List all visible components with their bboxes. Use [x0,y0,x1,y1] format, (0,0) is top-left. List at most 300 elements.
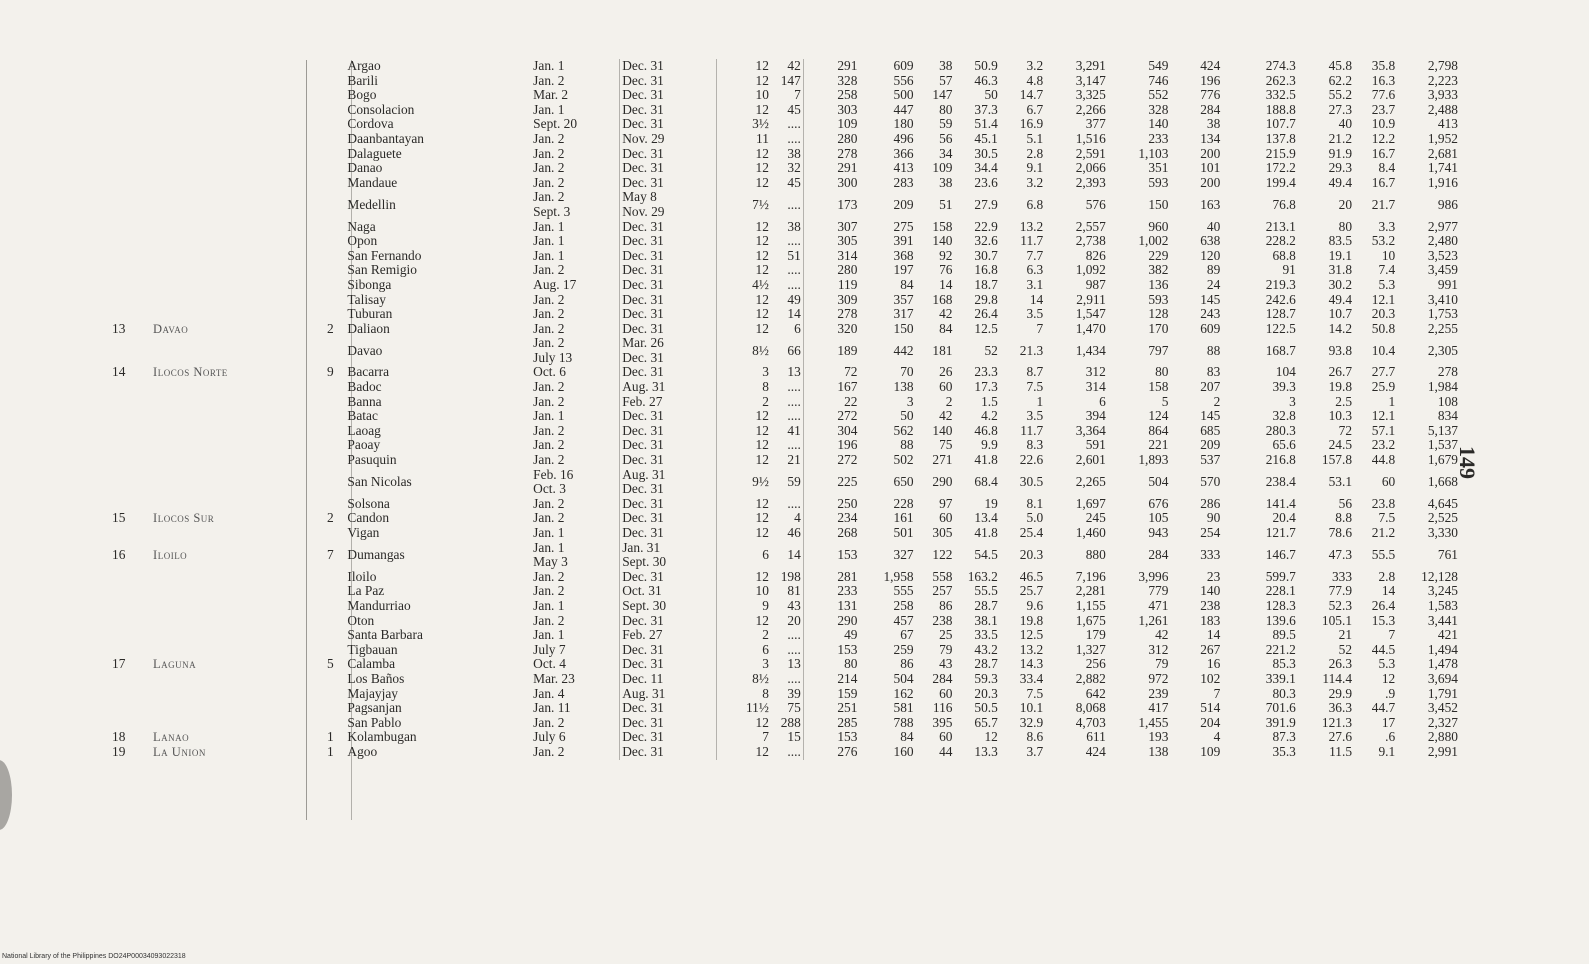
col-12: 27.7 [1371,365,1396,380]
col-6: 10.1 [1019,701,1044,716]
col-7: 2,591 [1075,146,1106,161]
months: 7 [717,730,771,745]
col-3: 504 [893,671,914,686]
col-8: 1,893 [1138,453,1169,468]
table-row [110,103,1460,118]
col-1: 13 [787,365,801,380]
months: 8 [717,687,771,702]
municipality-count [315,88,345,103]
col-4: 60 [939,686,953,701]
col-11: 55.2 [1328,88,1353,103]
province-name [151,453,315,468]
municipality-count [315,395,345,410]
date-from-line: Jan. 2 [533,380,565,395]
months: 12 [717,570,771,585]
col-11: 21 [1338,628,1353,643]
col-12: 44.8 [1371,453,1396,468]
col-3: 88 [900,438,914,453]
date-to-line: Dec. 31 [622,526,664,540]
date-from [531,278,620,293]
col-7: 7,196 [1075,569,1106,584]
date-from [531,263,620,278]
col-8: 158 [1148,380,1169,395]
col-6: 13.2 [1019,219,1044,234]
table-row [110,614,1460,629]
date-to [620,409,717,424]
col-4: 158 [932,219,953,234]
col-7: 3,291 [1075,59,1106,73]
municipality-count [315,103,345,118]
date-to [620,438,717,453]
col-12: 5.3 [1378,657,1396,672]
table-row [110,599,1460,614]
col-2: 225 [803,468,859,497]
date-to [620,88,717,103]
col-4: 25 [939,628,953,643]
col-7: 6 [1099,394,1106,409]
col-12: 21.2 [1371,526,1396,540]
col-2: 281 [803,570,859,585]
col-8: 170 [1148,321,1169,336]
col-10: 221.2 [1265,642,1296,657]
col-13: 1,679 [1427,453,1458,468]
col-9: 145 [1200,292,1221,307]
date-from [531,220,620,235]
col-10: 32.8 [1272,409,1296,424]
municipality-name: Kolambugan [347,730,417,745]
date-to [620,511,717,526]
col-2: 305 [803,234,859,249]
col-4: 305 [932,526,953,540]
municipality-name: Calamba [347,657,396,672]
col-9: 83 [1206,365,1221,380]
col-11: 78.6 [1328,526,1353,540]
col-1: .... [787,744,801,759]
date-to [620,424,717,439]
col-6: 12.5 [1019,628,1044,643]
province-name [151,409,315,424]
province-name [151,336,315,365]
municipality-count [315,628,345,643]
table-row [110,88,1460,103]
row-number [110,147,151,162]
col-4: 60 [939,511,953,526]
months: 10 [717,584,771,599]
months: 8½ [717,336,771,365]
date-to-line: Dec. 31 [622,715,664,730]
date-from [531,190,620,219]
col-6: 25.7 [1019,584,1044,599]
province-name [151,438,315,453]
date-from-line: July 6 [533,730,566,745]
municipality-name: Cordova [347,117,394,132]
col-13: 991 [1437,277,1458,292]
statistics-table [110,59,1460,760]
col-12: 23.7 [1371,102,1396,117]
date-from-line: Mar. 2 [533,88,569,103]
date-to [620,74,717,89]
col-4: 122 [932,546,953,562]
col-12: 20.3 [1371,307,1396,322]
col-1: .... [787,196,801,212]
col-11: 91.9 [1328,146,1353,161]
table-row [110,453,1460,468]
col-3: 357 [893,292,914,307]
months: 8 [717,380,771,395]
col-10: 188.8 [1265,102,1296,117]
col-2: 153 [803,643,859,658]
col-6: 3.1 [1026,277,1044,292]
col-1: 41 [787,423,801,438]
date-to-line: Dec. 31 [622,496,664,511]
col-12: .9 [1385,686,1396,701]
col-4: 42 [939,307,953,322]
col-10: 76.8 [1272,196,1296,212]
date-to [620,132,717,147]
municipality-count [315,599,345,614]
col-10: 68.8 [1272,248,1296,263]
col-12: 12.1 [1371,292,1396,307]
col-10: 599.7 [1265,569,1296,584]
col-3: 366 [893,146,914,161]
col-13: 12,128 [1421,569,1458,584]
col-11: 10.7 [1328,307,1353,322]
date-to-line: Dec. 31 [622,277,664,292]
col-8: 972 [1148,671,1169,686]
municipality-name: San Pablo [347,715,402,730]
col-2: 278 [803,147,859,162]
municipality-name: Danao [347,161,383,176]
col-7: 2,601 [1075,453,1106,468]
date-to-line: Feb. 27 [622,628,663,643]
table-row [110,526,1460,541]
col-6: 13.2 [1019,642,1044,657]
col-6: 1 [1036,394,1044,409]
province-name [151,234,315,249]
col-3: 160 [893,744,914,759]
col-3: 209 [893,196,914,212]
date-from [531,365,620,380]
municipality-count [315,132,345,147]
municipality-count [315,59,345,74]
col-11: 56 [1338,496,1353,511]
province-name [151,672,315,687]
col-8: 549 [1148,59,1169,73]
date-from-line: Jan. 2 [533,511,565,526]
municipality-count: 2 [326,511,334,526]
date-to [620,643,717,658]
date-to [620,220,717,235]
municipality-count [315,220,345,235]
col-11: 26.3 [1328,657,1353,672]
col-6: 3.7 [1026,744,1044,759]
province-name [151,249,315,264]
col-10: 65.6 [1272,438,1296,453]
col-7: 1,516 [1075,131,1106,146]
date-to-line: Dec. 31 [622,453,664,468]
col-12: 7.5 [1378,511,1396,526]
col-11: 30.2 [1328,277,1353,292]
months: 11½ [717,701,771,716]
months: 12 [717,263,771,278]
col-4: 80 [939,102,953,117]
col-1: 49 [787,292,801,307]
date-to-line: Dec. 31 [622,161,664,176]
province-name [151,643,315,658]
date-from-line: Jan. 2 [533,423,565,438]
col-9: 40 [1206,219,1221,234]
date-to [620,322,717,337]
date-from [531,584,620,599]
col-10: 213.1 [1265,219,1296,234]
col-9: 424 [1200,59,1221,73]
date-to [620,541,717,570]
col-13: 986 [1437,196,1458,212]
municipality-count [315,293,345,308]
col-13: 3,245 [1427,584,1458,599]
row-number [110,716,151,731]
col-4: 56 [939,131,953,146]
col-7: 576 [1085,196,1106,212]
date-from-line: Jan. 2 [533,394,565,409]
municipality-name: Paoay [347,438,381,453]
row-number [110,526,151,541]
col-3: 317 [893,307,914,322]
date-to [620,380,717,395]
col-13: 3,523 [1427,248,1458,263]
table-row [110,511,1460,526]
col-12: 17 [1381,715,1396,730]
col-3: 562 [893,423,914,438]
row-number [110,599,151,614]
date-to [620,103,717,118]
col-8: 312 [1148,642,1169,657]
col-3: 555 [893,584,914,599]
municipality-name: Tigbauan [347,642,398,657]
col-2: 80 [803,657,859,672]
municipality-count: 1 [326,744,334,759]
col-6: 8.1 [1026,496,1044,511]
date-from-line: Jan. 2 [533,584,565,599]
col-9: 109 [1200,744,1221,759]
months: 2 [717,628,771,643]
col-5: 29.8 [974,292,998,307]
col-10: 85.3 [1272,657,1296,672]
col-9: 200 [1200,146,1221,161]
date-to-line: Sept. 30 [622,598,667,613]
col-3: 84 [900,730,914,745]
col-13: 1,952 [1427,131,1458,146]
date-to [620,117,717,132]
col-2: 303 [803,103,859,118]
col-10: 128.3 [1265,598,1296,613]
col-11: 29.9 [1328,686,1353,701]
province-name [151,687,315,702]
col-3: 138 [893,380,914,395]
months: 3 [717,365,771,380]
col-5: 33.5 [974,628,998,643]
months: 12 [717,438,771,453]
municipality-name: Pagsanjan [347,701,402,716]
col-11: 157.8 [1321,453,1353,468]
date-from [531,59,620,74]
col-10: 238.4 [1265,473,1296,489]
col-2: 328 [803,74,859,89]
table-row [110,132,1460,147]
col-10: 339.1 [1265,671,1296,686]
col-6: 3.2 [1026,59,1044,73]
table-row [110,541,1460,570]
col-10: 216.8 [1265,453,1296,468]
municipality-name: San Remigio [347,263,417,278]
col-10: 91 [1282,263,1296,278]
col-11: 27.3 [1328,102,1353,117]
province-name [151,220,315,235]
col-13: 2,327 [1427,715,1458,730]
municipality-name: Daanbantayan [347,131,425,146]
table-row [110,628,1460,643]
province-name: Lanao [153,730,190,745]
col-10: 215.9 [1265,146,1296,161]
col-6: 14 [1029,292,1044,307]
province-name [151,468,315,497]
page-number: 149 [1455,446,1480,479]
col-11: 83.5 [1328,234,1353,249]
date-to-line: Dec. 31 [622,263,664,278]
date-from [531,117,620,132]
table-row [110,716,1460,731]
col-6: 21.3 [1019,342,1044,358]
row-number [110,438,151,453]
province-name [151,278,315,293]
row-number [110,468,151,497]
col-11: 21.2 [1328,131,1353,146]
col-9: 570 [1200,473,1221,489]
col-7: 394 [1085,409,1106,424]
row-number: 16 [112,546,126,562]
col-1: .... [787,117,801,132]
col-5: 37.3 [974,102,998,117]
municipality-name: Solsona [347,496,390,511]
date-from-line: Jan. 2 [533,307,565,322]
col-5: 13.4 [974,511,998,526]
col-9: 88 [1206,342,1221,358]
col-13: 1,984 [1427,380,1458,395]
col-9: 776 [1200,88,1221,103]
date-from-line: Oct. 3 [533,481,566,497]
col-10: 122.5 [1265,321,1296,336]
date-from-line: Jan. 2 [533,131,565,146]
col-10: 121.7 [1265,526,1296,540]
col-2: 278 [803,307,859,322]
municipality-name: Bogo [347,88,377,103]
row-number [110,643,151,658]
col-10: 104 [1275,365,1296,380]
date-to-line: Dec. 31 [622,248,664,263]
col-3: 283 [893,175,914,190]
col-13: 1,916 [1427,175,1458,190]
date-to [620,147,717,162]
col-10: 391.9 [1265,715,1296,730]
col-4: 84 [939,321,953,336]
col-5: 32.6 [974,234,998,249]
col-1: 46 [787,526,801,540]
col-7: 2,066 [1075,161,1106,176]
col-8: 382 [1148,263,1169,278]
col-2: 167 [803,380,859,395]
col-7: 312 [1085,365,1106,380]
municipality-count [315,117,345,132]
col-11: 52 [1338,642,1353,657]
col-13: 2,488 [1427,102,1458,117]
col-7: 611 [1086,730,1106,745]
date-to-line: Nov. 29 [622,131,665,146]
date-from [531,249,620,264]
col-9: 204 [1200,715,1221,730]
province-name [151,395,315,410]
col-1: 75 [787,701,801,716]
col-4: 92 [939,248,953,263]
col-9: 101 [1200,161,1221,176]
col-8: 3,996 [1138,569,1169,584]
date-from [531,468,620,497]
months: 3 [717,657,771,672]
col-8: 417 [1148,701,1169,716]
col-1: 51 [787,248,801,263]
col-2: 272 [803,453,859,468]
col-5: 65.7 [974,715,998,730]
province-name [151,132,315,147]
col-6: 46.5 [1019,569,1044,584]
col-11: 36.3 [1328,701,1353,716]
col-2: 153 [803,730,859,745]
col-1: 45 [787,102,801,117]
col-11: 2.5 [1335,394,1353,409]
col-11: 62.2 [1328,73,1353,88]
col-10: 168.7 [1265,342,1296,358]
row-number [110,672,151,687]
col-2: 233 [803,584,859,599]
municipality-name: San Nicolas [347,473,412,489]
date-from [531,438,620,453]
col-13: 1,537 [1427,438,1458,453]
col-1: 38 [787,219,801,234]
date-from [531,672,620,687]
months: 12 [717,103,771,118]
row-number [110,395,151,410]
months: 8½ [717,672,771,687]
province-name: Davao [153,321,189,336]
row-number [110,190,151,219]
date-from [531,409,620,424]
row-number [110,103,151,118]
col-4: 44 [939,744,953,759]
col-5: 51.4 [974,117,998,132]
municipality-count [315,249,345,264]
col-12: 44.7 [1371,701,1396,716]
months: 12 [717,511,771,526]
col-7: 1,327 [1075,642,1106,657]
date-from [531,730,620,745]
date-to [620,730,717,745]
col-9: 23 [1206,569,1221,584]
municipality-name: San Fernando [347,248,422,263]
table-row [110,672,1460,687]
table-row [110,190,1460,219]
col-1: .... [787,409,801,424]
col-8: 351 [1148,161,1169,176]
col-4: 76 [939,263,953,278]
